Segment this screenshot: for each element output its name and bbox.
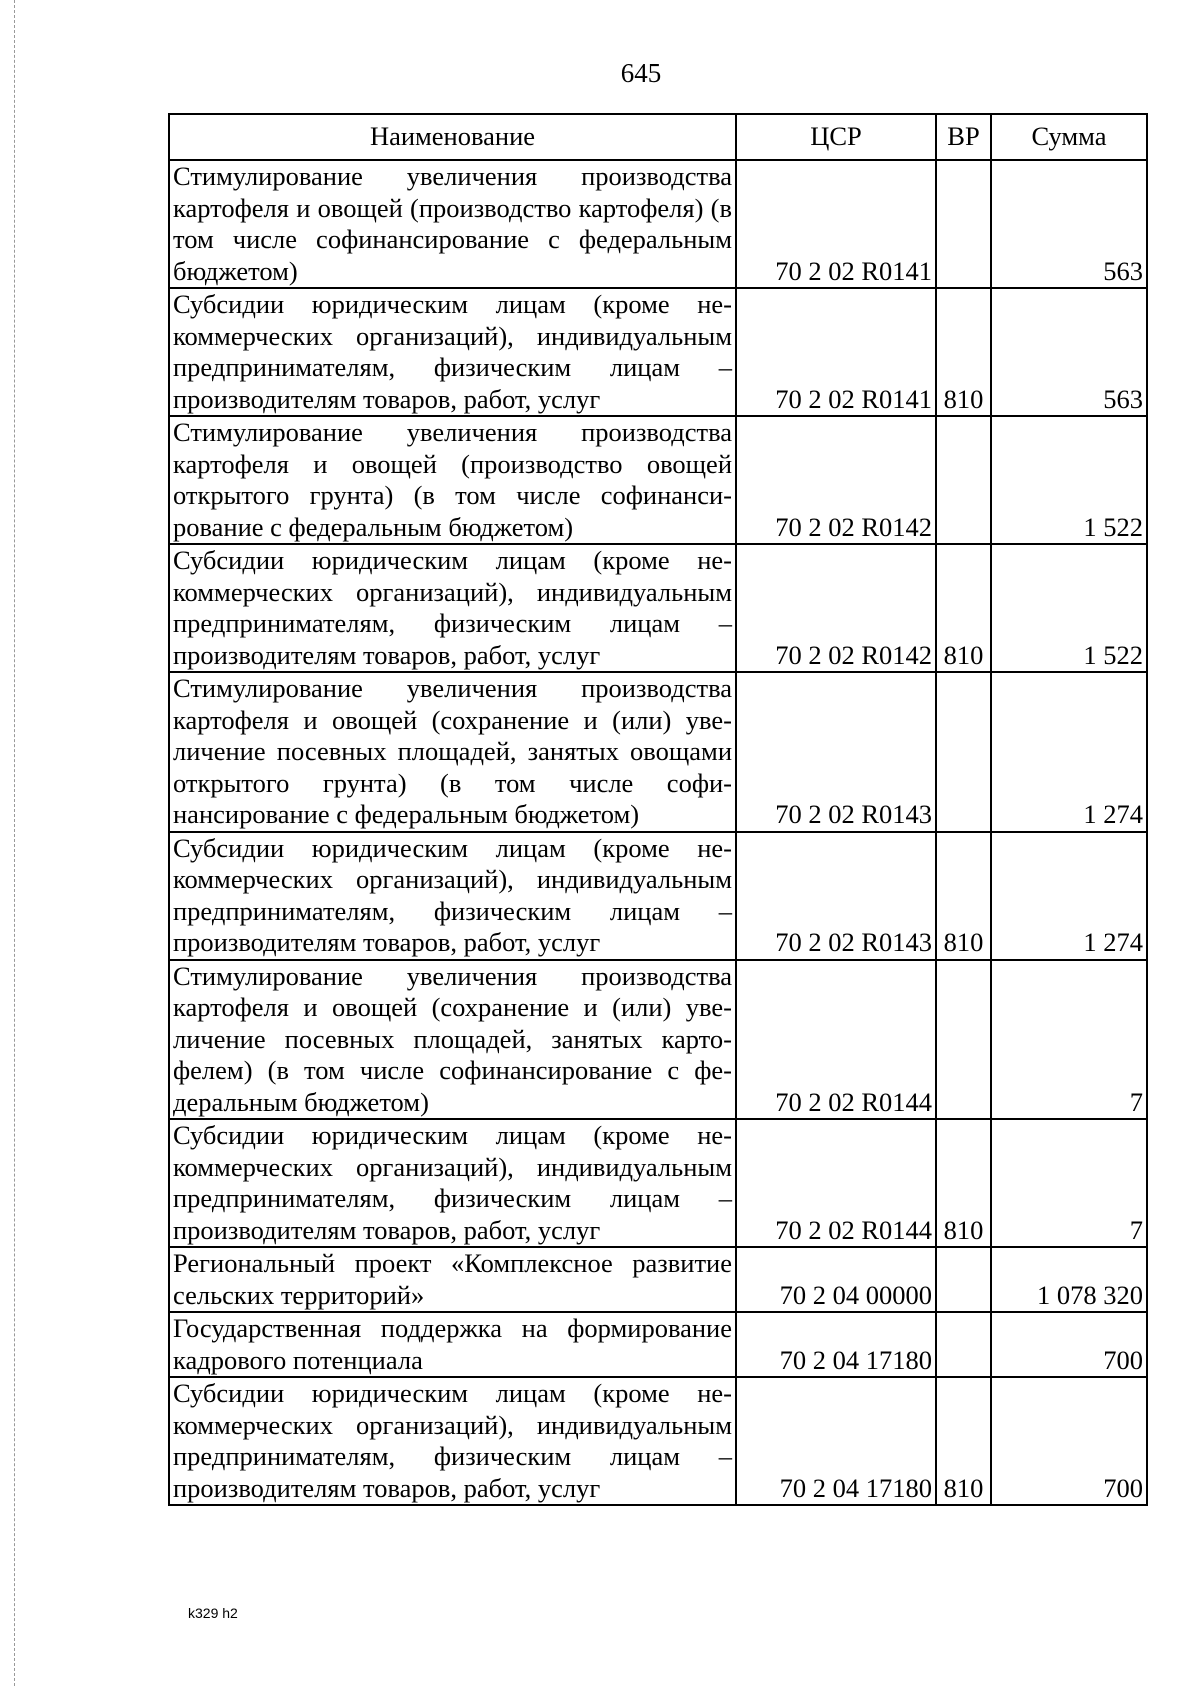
row-sum: 1 274 — [991, 672, 1147, 832]
row-csr: 70 2 02 R0143 — [736, 672, 936, 832]
table-row — [169, 832, 1147, 960]
row-sum: 700 — [991, 1377, 1147, 1505]
row-vr: 810 — [936, 1377, 991, 1505]
table-row — [169, 1247, 1147, 1312]
footer-code: k329 h2 — [188, 1605, 238, 1621]
row-name: Государственная поддержка на формирование кадрового потенциала — [169, 1312, 736, 1377]
row-name: Субсидии юридическим лицам (кроме некоммерческих организаций), индивидуальным предпринимателям, физическим лицам – производителям товаров, работ, услуг — [169, 1377, 736, 1505]
row-csr: 70 2 02 R0144 — [736, 960, 936, 1120]
budget-table — [168, 113, 1148, 1506]
row-csr: 70 2 02 R0142 — [736, 416, 936, 544]
row-name: Стимулирование увеличения производства картофеля и овощей (сохранение и (или) увеличение посевных площадей, занятых овощами открытого грунта) (в том числе софинансирование с федеральным бюджетом) — [169, 672, 736, 832]
row-vr — [936, 416, 991, 544]
row-name: Стимулирование увеличения производства картофеля и овощей (сохранение и (или) увеличение посевных площадей, занятых картофелем) (в том числе софинансирование с федеральным бюджетом) — [169, 960, 736, 1120]
row-sum: 7 — [991, 960, 1147, 1120]
row-vr — [936, 960, 991, 1120]
row-vr — [936, 1247, 991, 1312]
row-vr — [936, 1312, 991, 1377]
page-number: 645 — [620, 58, 662, 88]
row-vr — [936, 160, 991, 288]
row-vr: 810 — [936, 544, 991, 672]
row-sum: 1 522 — [991, 544, 1147, 672]
row-sum: 700 — [991, 1312, 1147, 1377]
row-csr: 70 2 02 R0141 — [736, 160, 936, 288]
row-csr: 70 2 02 R0144 — [736, 1119, 936, 1247]
row-csr: 70 2 02 R0141 — [736, 288, 936, 416]
row-csr: 70 2 04 17180 — [736, 1312, 936, 1377]
row-sum: 1 274 — [991, 832, 1147, 960]
table-row — [169, 288, 1147, 416]
row-name: Субсидии юридическим лицам (кроме некоммерческих организаций), индивидуальным предпринимателям, физическим лицам – производителям товаров, работ, услуг — [169, 288, 736, 416]
row-sum: 7 — [991, 1119, 1147, 1247]
row-vr — [936, 672, 991, 832]
row-sum: 1 078 320 — [991, 1247, 1147, 1312]
row-csr: 70 2 04 00000 — [736, 1247, 936, 1312]
row-sum: 563 — [991, 288, 1147, 416]
table-row — [169, 160, 1147, 288]
table-row — [169, 544, 1147, 672]
header-vr: ВР — [936, 114, 991, 160]
row-name: Субсидии юридическим лицам (кроме некоммерческих организаций), индивидуальным предпринимателям, физическим лицам – производителям товаров, работ, услуг — [169, 544, 736, 672]
header-csr: ЦСР — [736, 114, 936, 160]
table-row — [169, 960, 1147, 1120]
table-row — [169, 1119, 1147, 1247]
row-sum: 1 522 — [991, 416, 1147, 544]
header-name: Наименование — [169, 114, 736, 160]
table-row — [169, 416, 1147, 544]
row-vr: 810 — [936, 1119, 991, 1247]
table-header-row — [169, 114, 1147, 160]
scan-margin-line — [14, 0, 16, 1686]
row-name: Региональный проект «Комплексное развитие сельских территорий» — [169, 1247, 736, 1312]
row-csr: 70 2 02 R0142 — [736, 544, 936, 672]
row-vr: 810 — [936, 832, 991, 960]
table-row — [169, 1312, 1147, 1377]
row-csr: 70 2 04 17180 — [736, 1377, 936, 1505]
row-sum: 563 — [991, 160, 1147, 288]
table-row — [169, 672, 1147, 832]
table-row — [169, 1377, 1147, 1505]
row-name: Стимулирование увеличения производства картофеля и овощей (производство картофеля) (в том числе софинансирование с федеральным бюджетом) — [169, 160, 736, 288]
row-name: Субсидии юридическим лицам (кроме некоммерческих организаций), индивидуальным предпринимателям, физическим лицам – производителям товаров, работ, услуг — [169, 1119, 736, 1247]
row-name: Субсидии юридическим лицам (кроме некоммерческих организаций), индивидуальным предпринимателям, физическим лицам – производителям товаров, работ, услуг — [169, 832, 736, 960]
row-name: Стимулирование увеличения производства картофеля и овощей (производство овощей открытого грунта) (в том числе софинансирование с федеральным бюджетом) — [169, 416, 736, 544]
row-vr: 810 — [936, 288, 991, 416]
header-sum: Сумма — [991, 114, 1147, 160]
row-csr: 70 2 02 R0143 — [736, 832, 936, 960]
